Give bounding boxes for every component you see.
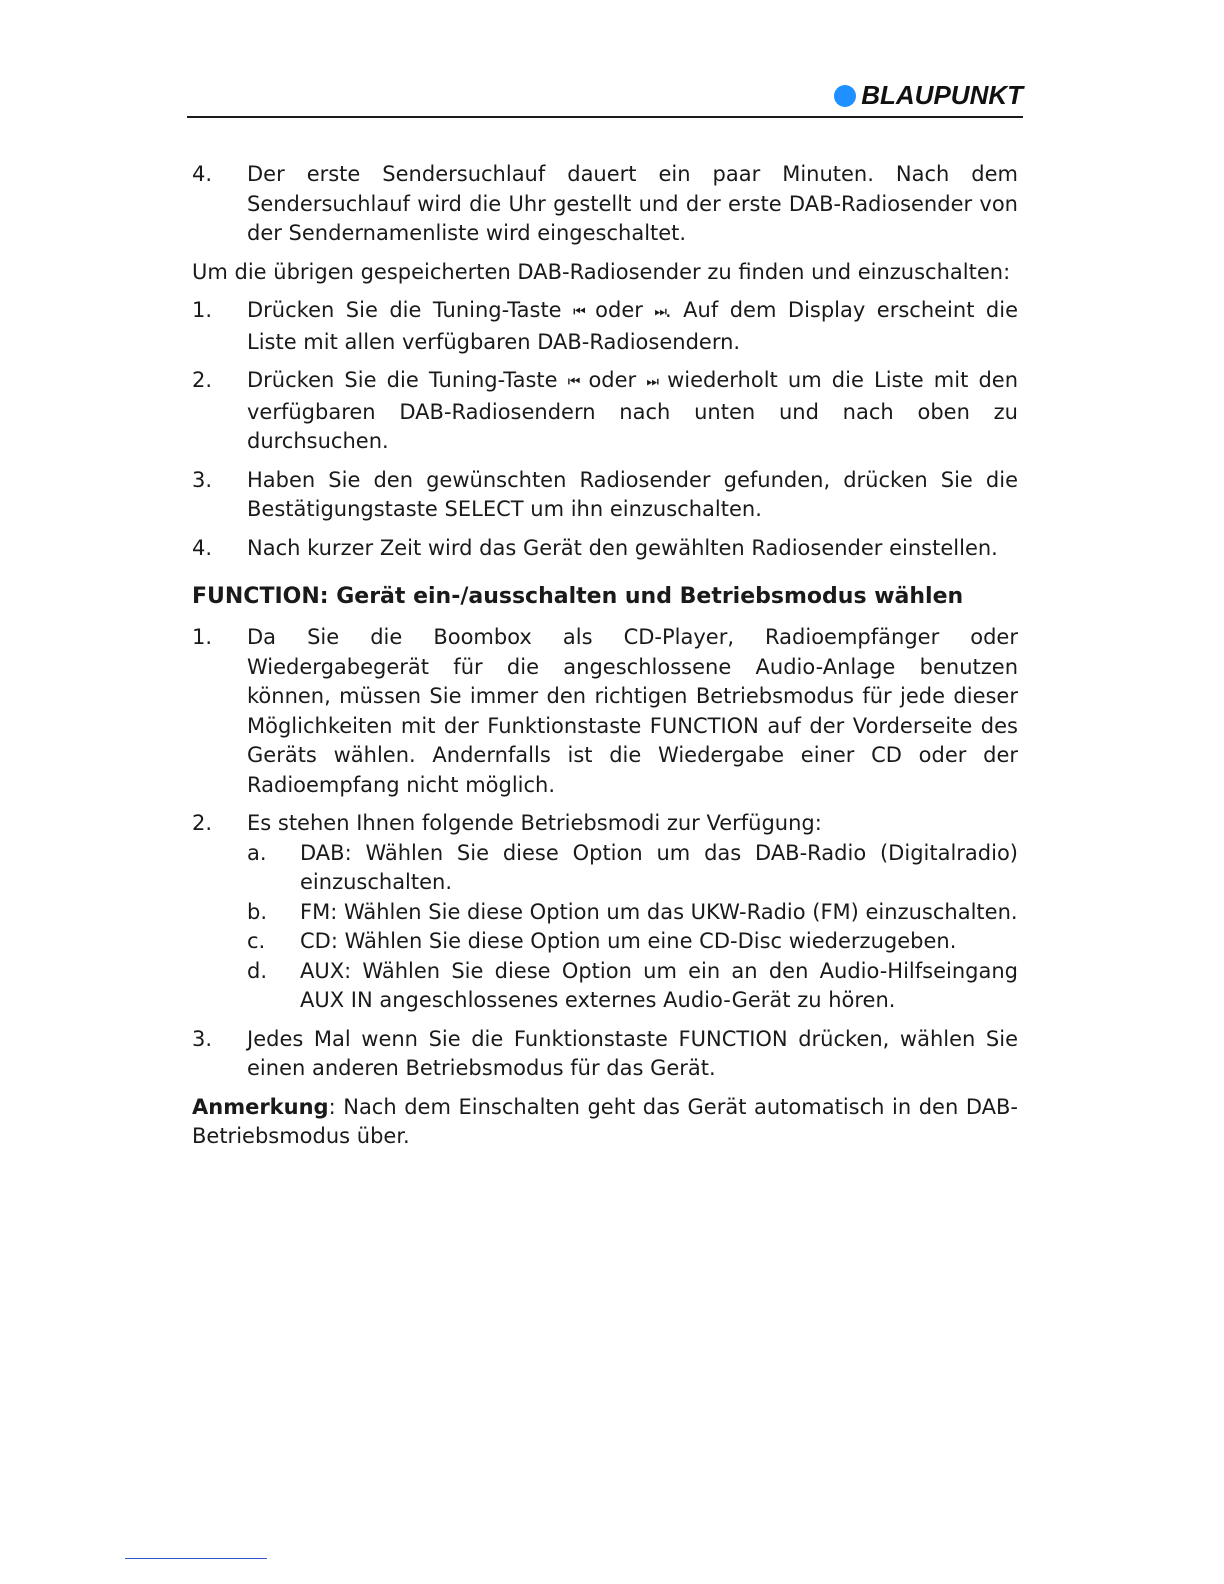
item-text: Der erste Sendersuchlauf dauert ein paar Minuten. Nach dem Sendersuchlauf wird die Uhr gestellt und der erste DAB-Radiosender von der Sendernamenliste wird eingeschaltet. xyxy=(247,162,1018,245)
intro-paragraph: Um die übrigen gespeicherten DAB-Radiosender zu finden und einzuschalten: xyxy=(192,259,1011,284)
step-number: 1. xyxy=(192,298,213,322)
brand-name: BLAUPUNKT xyxy=(861,80,1023,110)
mode-option-aux xyxy=(247,957,1018,1016)
skip-back-icon: ⏮ xyxy=(573,304,584,320)
step-text-part: oder xyxy=(583,298,655,322)
skip-forward-icon: ⏭ xyxy=(654,304,666,320)
footer-rule xyxy=(125,1558,267,1559)
mode-option-fm xyxy=(247,898,1018,928)
item-number: 3. xyxy=(192,1026,213,1051)
skip-forward-icon: ⏭ xyxy=(646,374,657,390)
item-text: Es stehen Ihnen folgende Betriebsmodi zur Verfügung: xyxy=(247,811,822,835)
item-number: 2. xyxy=(192,811,213,835)
mode-option-cd xyxy=(247,927,1018,957)
option-text: AUX: Wählen Sie diese Option um ein an den Audio-Hilfseingang AUX IN angeschlossenes externes Audio-Gerät zu hören. xyxy=(300,958,1018,1012)
page-content xyxy=(192,160,1018,1161)
option-letter: a. xyxy=(247,840,267,865)
option-letter: d. xyxy=(247,958,268,983)
step-1 xyxy=(192,296,1018,357)
step-text-part: oder xyxy=(578,368,647,392)
step-2 xyxy=(192,366,1018,457)
step-text-part: Drücken Sie die Tuning-Taste xyxy=(247,298,574,322)
item-body xyxy=(247,809,1018,1016)
step-text: Nach kurzer Zeit wird das Gerät den gewählten Radiosender einstellen. xyxy=(247,535,998,560)
function-item-3 xyxy=(192,1025,1018,1084)
note-paragraph xyxy=(192,1093,1018,1152)
step-number: 3. xyxy=(192,467,213,492)
skip-back-icon: ⏮ xyxy=(567,374,579,390)
step-number: 2. xyxy=(192,368,213,392)
step-text xyxy=(247,366,1018,457)
step-text xyxy=(247,296,1018,357)
function-item-1 xyxy=(192,623,1018,800)
item-text: Da Sie die Boombox als CD-Player, Radioempfänger oder Wiedergabegerät für die angeschlossene Audio-Anlage benutzen können, müssen Sie immer den richtigen Betriebsmodus für jede dieser Möglichkeiten mit der Funktionstaste FUNCTION auf der Vorderseite des Geräts wählen. Andernfalls ist die Wiedergabe einer CD oder der Radioempfang nicht möglich. xyxy=(247,625,1018,797)
step-number: 4. xyxy=(192,535,213,560)
brand-logo xyxy=(834,80,1023,111)
item-text: Jedes Mal wenn Sie die Funktionstaste FUNCTION drücken, wählen Sie einen anderen Betriebsmodus für das Gerät. xyxy=(247,1026,1018,1080)
function-item-2 xyxy=(192,809,1018,1016)
mode-option-dab xyxy=(247,839,1018,898)
note-text: : Nach dem Einschalten geht das Gerät automatisch in den DAB-Betriebsmodus über. xyxy=(192,1094,1018,1148)
step-4 xyxy=(192,534,1018,564)
intro-list-item xyxy=(192,160,1018,249)
option-text: FM: Wählen Sie diese Option um das UKW-Radio (FM) einzuschalten. xyxy=(300,899,1018,924)
step-text-part: wiederholt um die Liste mit den verfügbaren DAB-Radiosendern nach unten und nach oben zu durchsuchen. xyxy=(247,368,1018,453)
option-text: CD: Wählen Sie diese Option um eine CD-Disc wiederzugeben. xyxy=(300,929,957,953)
step-3 xyxy=(192,466,1018,525)
page-header xyxy=(187,78,1023,118)
item-number: 4. xyxy=(192,162,213,186)
step-text-part: . Auf dem Display erscheint die Liste mit allen verfügbaren DAB-Radiosendern. xyxy=(247,298,1019,354)
option-letter: b. xyxy=(247,899,268,924)
note-label: Anmerkung xyxy=(192,1094,329,1119)
option-text: DAB: Wählen Sie diese Option um das DAB-Radio (Digitalradio) einzuschalten. xyxy=(300,840,1018,894)
step-text-part: Drücken Sie die Tuning-Taste xyxy=(247,368,568,392)
logo-dot-icon xyxy=(834,85,856,107)
section-heading: FUNCTION: Gerät ein-/ausschalten und Betriebsmodus wählen xyxy=(192,584,964,609)
option-letter: c. xyxy=(247,929,266,953)
item-number: 1. xyxy=(192,625,213,649)
step-text: Haben Sie den gewünschten Radiosender gefunden, drücken Sie die Bestätigungstaste SELECT um ihn einzuschalten. xyxy=(247,467,1018,521)
